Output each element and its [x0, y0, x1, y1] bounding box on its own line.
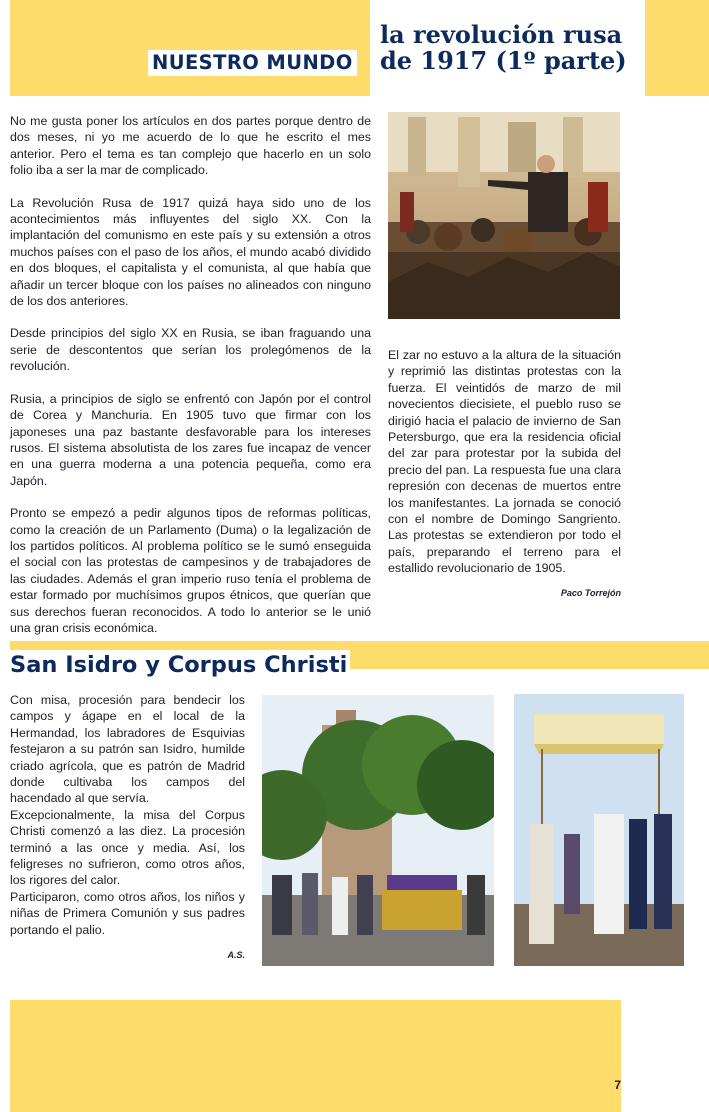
- article1-paragraph: Rusia, a principios de siglo se enfrentó con Japón por el control de Corea y Manchuria. En 1905 tuvo que firmar con los japoneses una paz bastante desfavorable para los intereses rusos. El sistema absolutista de los zares fue incapaz de vencer en una guerra moderna a una potencia pequeña, como era Japón.: [10, 391, 371, 488]
- article1-right-column: [388, 347, 621, 577]
- header-yellow-bar-right: [645, 0, 709, 96]
- article1-author: Paco Torrejón: [560, 588, 621, 598]
- revolution-painting-image: [388, 112, 620, 319]
- page-number: 7: [614, 1078, 621, 1092]
- article2-author: A.S.: [227, 950, 245, 960]
- page-title-line1: la revolución rusa: [380, 20, 623, 49]
- section2-title-box: [10, 650, 350, 681]
- article1-paragraph: El zar no estuvo a la altura de la situación y reprimió las distintas protestas con la fuerza. El veintidós de marzo de mil novecientos diecisiete, el pueblo ruso se dirigió hacia el palacio de invierno de San Petersburgo, que era la residencia oficial del zar para protestar por la subida del precio del pan. La respuesta fue una clara represión con decenas de muertos entre los manifestantes. La jornada se conoció con el nombre de Domingo Sangriento. Las protestas se extendieron por todo el país, preparando el terreno para el estallido revolucionario de 1905.: [388, 348, 621, 576]
- palio-photo: [514, 694, 684, 966]
- article2-text: [10, 692, 245, 938]
- page-title: [380, 22, 645, 74]
- footer-yellow-bar: [10, 1000, 621, 1112]
- section2-title: San Isidro y Corpus Christi: [10, 652, 348, 678]
- article2-paragraph: Participaron, como otros años, los niños y niñas de Primera Comunión y sus padres portando el palio.: [10, 889, 245, 937]
- page-title-line2: de 1917 (1º parte): [380, 46, 627, 75]
- article1-paragraph: No me gusta poner los artículos en dos partes porque dentro de dos meses, ni yo me acuerdo de lo que he escrito el mes anterior. Pero el tema es tan complejo que hacerlo en un solo folio iba a ser la mar de complicado.: [10, 114, 371, 178]
- article2-paragraph: Excepcionalmente, la misa del Corpus Christi comenzó a las diez. La procesión terminó a las once y media. Así, los feligreses no sufrieron, como otros años, los rigores del calor.: [10, 807, 245, 888]
- article1-paragraph: Desde principios del siglo XX en Rusia, se iban fraguando una serie de descontentos que serían los prolegómenos de la revolución.: [10, 326, 371, 374]
- article1-paragraph: Pronto se empezó a pedir algunos tipos de reformas políticas, como la creación de un Parlamento (Duma) o la legalización de los partidos políticos. Al problema político se le sumó enseguida el social con las protestas de campesinos y de trabajadores de las ciudades. Además el gran imperio ruso tenía el problema de estar formado por muchísimos grupos étnicos, que querían que sus derechos fueran reconocidos. A todo lo anterior se le unió una gran crisis económica.: [10, 506, 371, 635]
- article1-left-column: [10, 113, 371, 652]
- article1-paragraph: La Revolución Rusa de 1917 quizá haya sido uno de los acontecimientos más influyentes del siglo XX. Con la implantación del comunismo en este país y su extensión a otros muchos países con el paso de los años, el mundo acabó dividido en dos bloques, el capitalista y el comunista, al que había que añadir un tercer bloque con los países no alineados con ninguno de los dos anteriores.: [10, 195, 371, 309]
- section-label: NUESTRO MUNDO: [148, 50, 357, 76]
- header-yellow-bar-left: [10, 0, 370, 96]
- article2-paragraph: Con misa, procesión para bendecir los campos y ágape en el local de la Hermandad, los labradores de Esquivias festejaron a su patrón san Isidro, humilde criado agrícola, que es patrón de Madrid donde cultivaba los campos del hacendado al que servía.: [10, 693, 245, 806]
- procession-photo: [262, 695, 494, 966]
